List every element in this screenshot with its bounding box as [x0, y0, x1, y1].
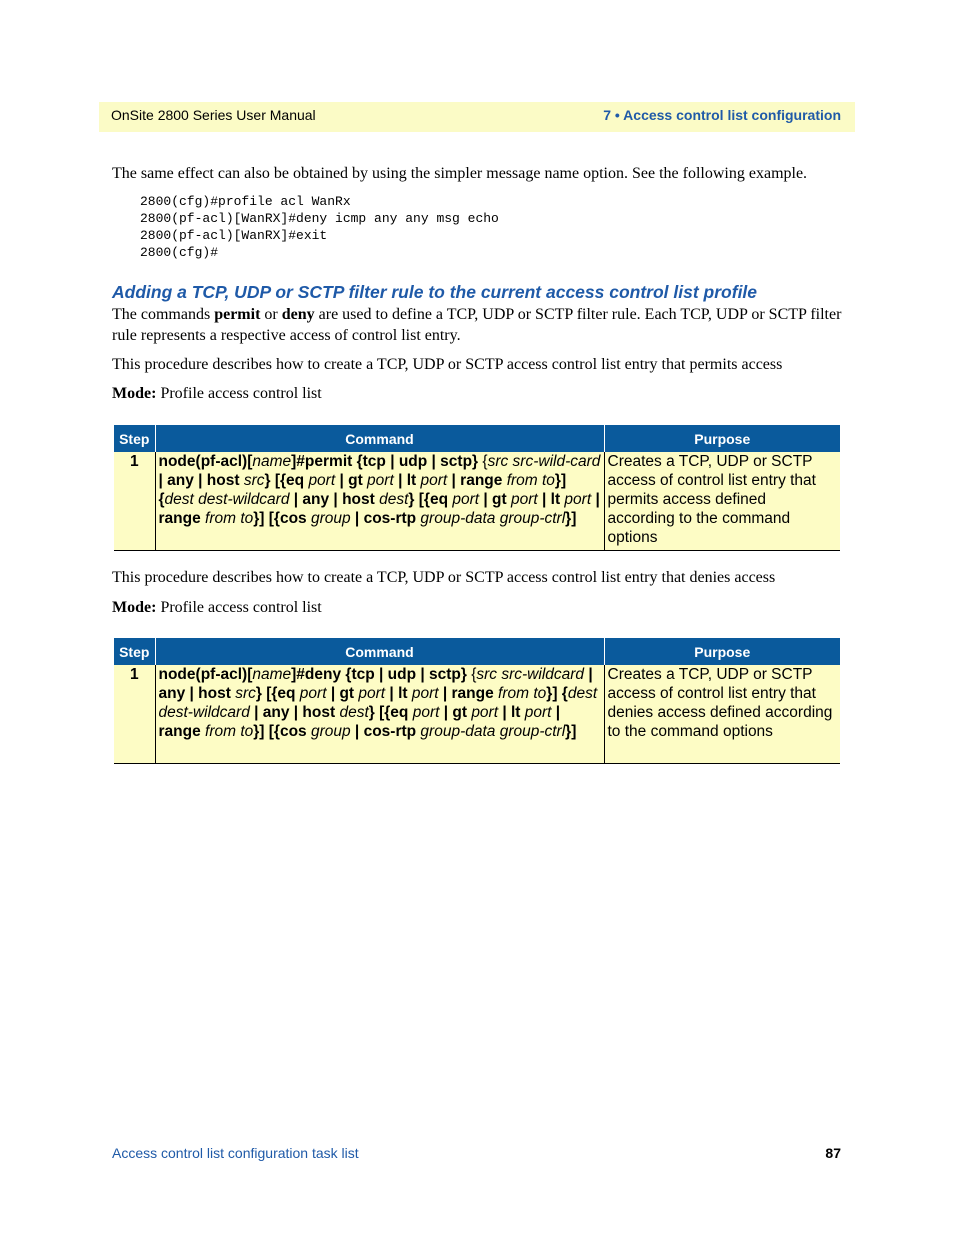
syntax-token: port	[367, 472, 394, 489]
syntax-token: from to	[205, 510, 254, 527]
syntax-token: } [{eq	[408, 491, 453, 508]
syntax-token: | range	[158, 704, 561, 740]
syntax-token: port	[471, 704, 499, 721]
syntax-token: }] [{cos	[253, 723, 311, 740]
text-run: are used to define a TCP, UDP or SCTP filter rule. Each TCP, UDP or SCTP filter rule represents a respective access of control list entry.	[112, 306, 842, 344]
mode-value: Profile access control list	[156, 385, 322, 402]
syntax-token: port	[358, 685, 386, 702]
syntax-token: src	[235, 685, 256, 702]
syntax-token: port	[412, 704, 440, 721]
syntax-token: group-data group-ctrl	[420, 723, 566, 740]
syntax-token: port	[411, 685, 439, 702]
syntax-token: }]	[565, 723, 577, 740]
syntax-token: } [{eq	[255, 685, 300, 702]
command-syntax	[155, 665, 604, 763]
syntax-token: ]#permit {tcp | udp | sctp}	[291, 453, 483, 470]
text-run: The commands	[112, 306, 215, 323]
section-paragraph	[112, 304, 842, 346]
intro-paragraph: The same effect can also be obtained by using the simpler message name option. See the following example.	[112, 165, 808, 182]
syntax-token: | gt	[335, 472, 368, 489]
header-purpose: Purpose	[604, 425, 840, 452]
deny-procedure-text: This procedure describes how to create a TCP, UDP or SCTP access control list entry that denies access	[112, 569, 776, 586]
table-header-row	[114, 425, 840, 452]
syntax-token: } [{eq	[264, 472, 309, 489]
syntax-token: | any | host	[249, 704, 340, 721]
table-row	[114, 665, 840, 763]
syntax-token: }] {	[158, 472, 567, 508]
syntax-token: group	[310, 510, 351, 527]
page-number: 87	[825, 1145, 841, 1161]
syntax-token: group	[310, 723, 351, 740]
code-line: 2800(pf-acl)[WanRX]#deny icmp any any msg echo	[140, 211, 499, 226]
permit-procedure-text: This procedure describes how to create a TCP, UDP or SCTP access control list entry that permits access	[112, 356, 783, 373]
table-header-row	[114, 638, 840, 665]
syntax-token: | gt	[479, 491, 511, 508]
syntax-token: src src-wild-card	[487, 453, 601, 470]
syntax-token: | gt	[326, 685, 359, 702]
header-command: Command	[155, 425, 604, 452]
permit-mode-line	[112, 383, 842, 404]
syntax-token: | any | host	[158, 472, 244, 489]
syntax-token: from to	[205, 723, 254, 740]
permit-command-table	[114, 425, 840, 551]
step-number: 1	[114, 665, 155, 763]
mode-label: Mode:	[112, 599, 157, 616]
chapter-title: 7 • Access control list configuration	[603, 107, 841, 123]
header-purpose: Purpose	[604, 638, 840, 665]
syntax-token: port	[524, 704, 552, 721]
syntax-token: }]	[565, 510, 577, 527]
code-line: 2800(cfg)#profile acl WanRx	[140, 194, 351, 209]
header-command: Command	[155, 638, 604, 665]
footer-section-title: Access control list configuration task list	[112, 1145, 359, 1161]
syntax-token: port	[308, 472, 336, 489]
step-number: 1	[114, 452, 155, 551]
syntax-token: port	[564, 491, 592, 508]
syntax-token: (pf-acl)[	[195, 666, 253, 683]
command-syntax	[155, 452, 604, 551]
syntax-token: dest dest-wildcard	[164, 491, 290, 508]
syntax-token: src src-wildcard	[476, 666, 585, 683]
header-step: Step	[114, 425, 155, 452]
section-heading: Adding a TCP, UDP or SCTP filter rule to the current access control list profile	[112, 282, 758, 302]
syntax-token: port	[510, 491, 538, 508]
deny-mode-line	[112, 597, 842, 618]
header-step: Step	[114, 638, 155, 665]
code-example	[140, 193, 499, 261]
syntax-token: src	[243, 472, 265, 489]
syntax-token: port	[299, 685, 327, 702]
syntax-token: | lt	[537, 491, 565, 508]
keyword-deny: deny	[281, 306, 315, 323]
purpose-text: Creates a TCP, UDP or SCTP access of control list entry that denies access defined according to the command options	[604, 665, 840, 763]
syntax-token: {	[471, 666, 477, 683]
syntax-token: dest	[379, 491, 409, 508]
syntax-token: | range	[447, 472, 507, 489]
syntax-token: name	[252, 453, 292, 470]
syntax-token: | any | host	[158, 666, 593, 702]
syntax-token: | lt	[498, 704, 525, 721]
syntax-token: | range	[438, 685, 499, 702]
running-header	[99, 102, 855, 132]
syntax-token: group-data group-ctrl	[420, 510, 566, 527]
syntax-token: | lt	[393, 472, 421, 489]
syntax-token: }] [{cos	[253, 510, 311, 527]
manual-title: OnSite 2800 Series User Manual	[111, 107, 316, 123]
syntax-token: node	[158, 453, 196, 470]
keyword-permit: permit	[214, 306, 261, 323]
syntax-token: name	[252, 666, 292, 683]
syntax-token: port	[420, 472, 448, 489]
syntax-token: port	[452, 491, 480, 508]
syntax-token: {	[482, 453, 488, 470]
syntax-token: | cos-rtp	[350, 723, 421, 740]
syntax-token: ]#deny {tcp | udp | sctp}	[291, 666, 472, 683]
syntax-token: | range	[158, 491, 600, 527]
text-run: or	[260, 306, 282, 323]
syntax-token: | any | host	[289, 491, 380, 508]
syntax-token: dest	[339, 704, 369, 721]
syntax-token: | lt	[385, 685, 412, 702]
syntax-token: (pf-acl)[	[195, 453, 253, 470]
mode-label: Mode:	[112, 385, 157, 402]
syntax-token: | cos-rtp	[350, 510, 421, 527]
code-line: 2800(cfg)#	[140, 245, 219, 260]
deny-command-table	[114, 638, 840, 764]
syntax-token: from to	[506, 472, 555, 489]
syntax-token: } [{eq	[368, 704, 413, 721]
syntax-token: node	[158, 666, 196, 683]
purpose-text: Creates a TCP, UDP or SCTP access of control list entry that permits access defined according to the command options	[604, 452, 840, 551]
table-row	[114, 452, 840, 551]
syntax-token: dest dest-wildcard	[158, 685, 598, 721]
syntax-token: | gt	[439, 704, 472, 721]
mode-value: Profile access control list	[156, 599, 322, 616]
syntax-token: }] {	[546, 685, 568, 702]
code-line: 2800(pf-acl)[WanRX]#exit	[140, 228, 328, 243]
syntax-token: from to	[498, 685, 547, 702]
